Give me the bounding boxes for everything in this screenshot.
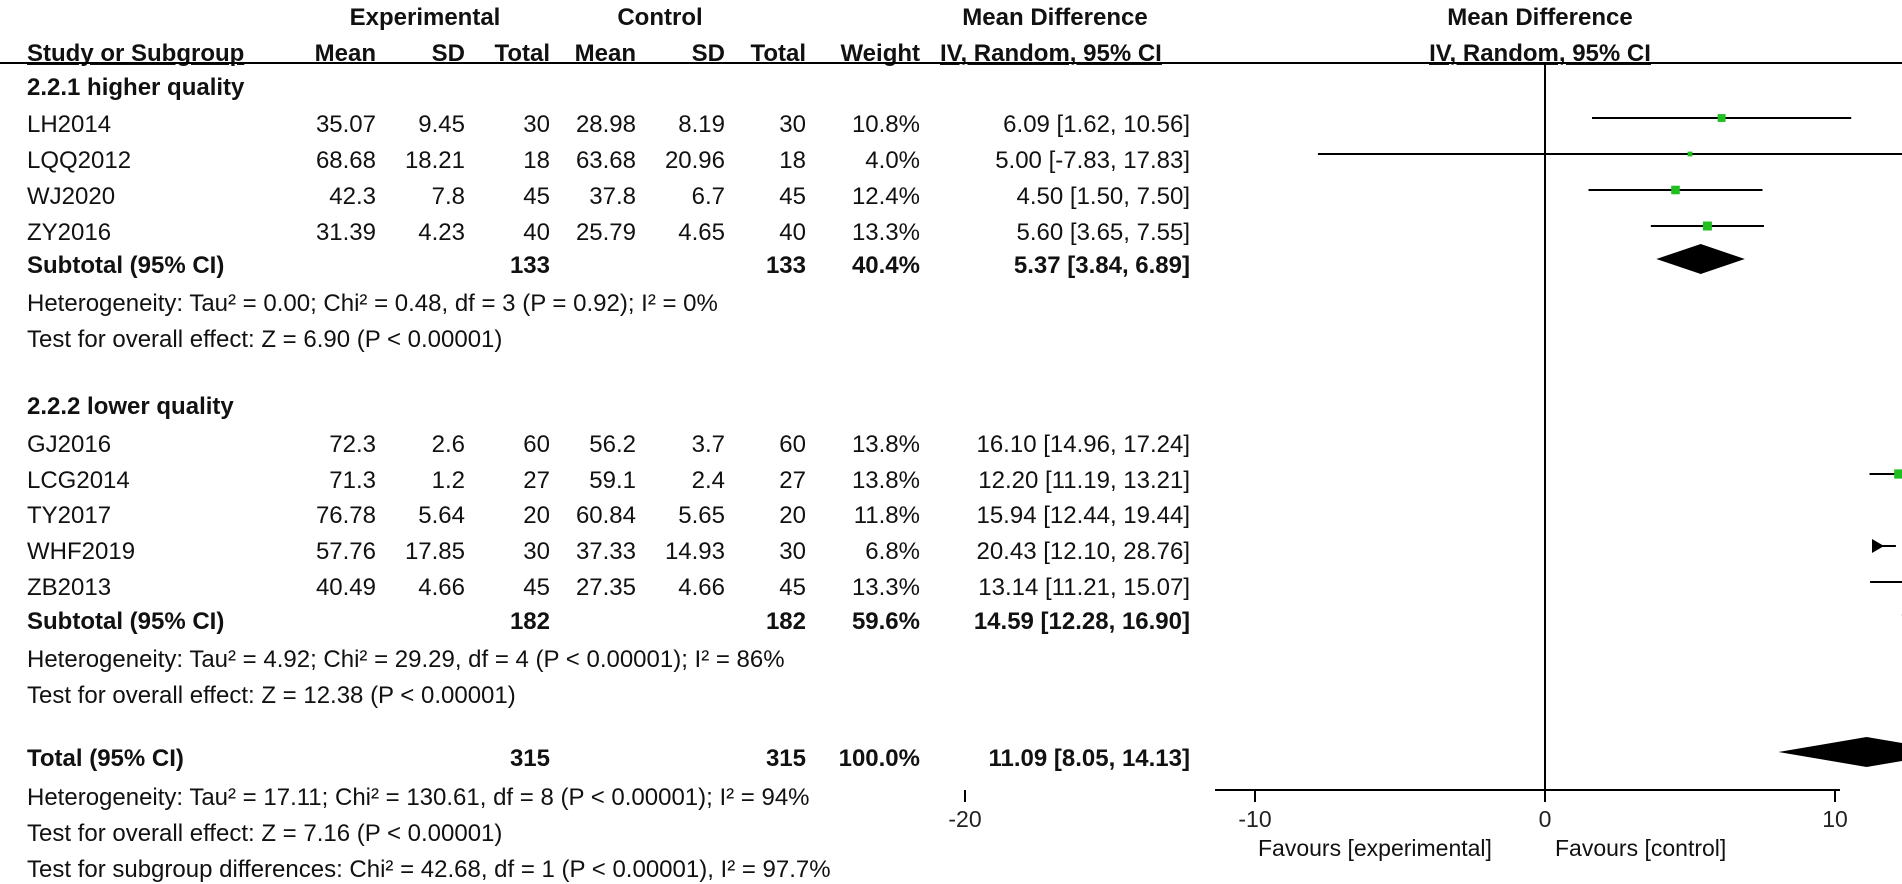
study-marker bbox=[1894, 469, 1902, 478]
study-e-mean: 57.76 bbox=[315, 538, 376, 565]
study-name: GJ2016 bbox=[27, 431, 112, 458]
study-name: WHF2019 bbox=[27, 538, 136, 565]
col-c-sd: SD bbox=[691, 40, 725, 67]
total-heterogeneity-text: Heterogeneity: Tau² = 17.11; Chi² = 130.61, df = 8 (P < 0.00001); I² = 94% bbox=[27, 784, 810, 811]
study-weight: 13.8% bbox=[851, 431, 920, 458]
study-c-mean: 63.68 bbox=[575, 147, 636, 174]
study-c-mean: 60.84 bbox=[575, 502, 636, 529]
study-c-total: 30 bbox=[779, 538, 806, 565]
study-e-mean: 42.3 bbox=[329, 183, 376, 210]
study-e-sd: 4.66 bbox=[418, 574, 465, 601]
col-study: Study or Subgroup bbox=[27, 40, 245, 67]
study-c-mean: 59.1 bbox=[589, 467, 636, 494]
study-c-sd: 8.19 bbox=[678, 111, 725, 138]
subtotal-c-total: 182 bbox=[765, 608, 806, 635]
study-c-sd: 14.93 bbox=[664, 538, 725, 565]
summary-diamond bbox=[1656, 244, 1744, 274]
favours-experimental-label: Favours [experimental] bbox=[1258, 835, 1492, 861]
study-e-sd: 18.21 bbox=[404, 147, 465, 174]
study-weight: 12.4% bbox=[851, 183, 920, 210]
total-weight: 100.0% bbox=[838, 745, 920, 772]
study-e-mean: 68.68 bbox=[315, 147, 376, 174]
study-weight: 11.8% bbox=[853, 502, 920, 529]
study-c-mean: 37.8 bbox=[589, 183, 636, 210]
subtotal-label: Subtotal (95% CI) bbox=[27, 252, 225, 279]
study-e-total: 45 bbox=[523, 574, 550, 601]
subgroup-differences-text: Test for subgroup differences: Chi² = 42.68, df = 1 (P < 0.00001), I² = 97.7% bbox=[27, 856, 831, 883]
study-c-mean: 56.2 bbox=[589, 431, 636, 458]
subgroup-title: 2.2.1 higher quality bbox=[27, 74, 245, 101]
col-e-total: Total bbox=[494, 40, 550, 67]
study-weight: 10.8% bbox=[851, 111, 920, 138]
heterogeneity-text: Heterogeneity: Tau² = 0.00; Chi² = 0.48, df = 3 (P = 0.92); I² = 0% bbox=[27, 290, 718, 317]
study-e-total: 30 bbox=[523, 111, 550, 138]
study-ci: 12.20 [11.19, 13.21] bbox=[978, 467, 1190, 494]
total-label: Total (95% CI) bbox=[27, 745, 184, 772]
subtotal-e-total: 182 bbox=[509, 608, 550, 635]
study-e-sd: 2.6 bbox=[431, 431, 465, 458]
subgroup-title: 2.2.2 lower quality bbox=[27, 393, 234, 420]
study-marker bbox=[1718, 114, 1726, 122]
study-ci: 4.50 [1.50, 7.50] bbox=[1016, 183, 1190, 210]
study-weight: 13.8% bbox=[851, 467, 920, 494]
col-c-total: Total bbox=[750, 40, 806, 67]
favours-control-label: Favours [control] bbox=[1555, 835, 1727, 861]
ci-arrow bbox=[1872, 539, 1884, 553]
study-c-total: 20 bbox=[779, 502, 806, 529]
col-e-sd: SD bbox=[431, 40, 465, 67]
study-e-mean: 40.49 bbox=[315, 574, 376, 601]
study-c-sd: 5.65 bbox=[678, 502, 725, 529]
heterogeneity-text: Heterogeneity: Tau² = 4.92; Chi² = 29.29, df = 4 (P < 0.00001); I² = 86% bbox=[27, 646, 785, 673]
subtotal-label: Subtotal (95% CI) bbox=[27, 608, 225, 635]
study-e-sd: 4.23 bbox=[418, 219, 465, 246]
overall-effect-text: Test for overall effect: Z = 12.38 (P < 0.00001) bbox=[27, 682, 516, 709]
study-c-total: 45 bbox=[779, 574, 806, 601]
study-c-total: 45 bbox=[779, 183, 806, 210]
total-ci: 11.09 [8.05, 14.13] bbox=[988, 745, 1190, 772]
study-e-mean: 72.3 bbox=[329, 431, 376, 458]
study-c-sd: 3.7 bbox=[691, 431, 725, 458]
x-tick-label: -10 bbox=[1238, 806, 1272, 832]
study-name: LCG2014 bbox=[27, 467, 130, 494]
subtotal-weight: 59.6% bbox=[851, 608, 920, 635]
total-c-total: 315 bbox=[765, 745, 806, 772]
study-e-mean: 35.07 bbox=[315, 111, 376, 138]
study-marker bbox=[1703, 222, 1712, 231]
study-ci: 5.00 [-7.83, 17.83] bbox=[995, 147, 1190, 174]
subtotal-e-total: 133 bbox=[509, 252, 550, 279]
study-e-total: 20 bbox=[523, 502, 550, 529]
col-ci: IV, Random, 95% CI bbox=[940, 40, 1162, 67]
study-name: TY2017 bbox=[27, 502, 112, 529]
col-c-mean: Mean bbox=[574, 40, 636, 67]
mean-difference-header: Mean Difference bbox=[962, 4, 1148, 31]
study-e-total: 27 bbox=[523, 467, 550, 494]
col-weight: Weight bbox=[840, 40, 920, 67]
study-ci: 20.43 [12.10, 28.76] bbox=[976, 538, 1190, 565]
study-marker bbox=[1671, 186, 1680, 195]
subtotal-ci: 14.59 [12.28, 16.90] bbox=[973, 608, 1190, 635]
study-c-mean: 27.35 bbox=[575, 574, 636, 601]
study-e-mean: 76.78 bbox=[315, 502, 376, 529]
subtotal-weight: 40.4% bbox=[851, 252, 920, 279]
study-weight: 13.3% bbox=[851, 574, 920, 601]
study-c-mean: 25.79 bbox=[575, 219, 636, 246]
study-e-sd: 9.45 bbox=[418, 111, 465, 138]
plot-title: Mean Difference bbox=[1447, 4, 1633, 31]
study-weight: 13.3% bbox=[851, 219, 920, 246]
study-name: ZY2016 bbox=[27, 219, 112, 246]
plot-subtitle: IV, Random, 95% CI bbox=[1429, 40, 1651, 67]
study-e-total: 45 bbox=[523, 183, 550, 210]
study-e-total: 30 bbox=[523, 538, 550, 565]
study-c-total: 18 bbox=[779, 147, 806, 174]
study-c-sd: 2.4 bbox=[691, 467, 725, 494]
control-group-header: Control bbox=[617, 4, 703, 31]
study-e-mean: 71.3 bbox=[329, 467, 376, 494]
study-c-sd: 4.66 bbox=[678, 574, 725, 601]
overall-effect-text: Test for overall effect: Z = 6.90 (P < 0.00001) bbox=[27, 326, 503, 353]
study-c-total: 40 bbox=[779, 219, 806, 246]
x-tick-label: 0 bbox=[1538, 806, 1552, 832]
study-ci: 13.14 [11.21, 15.07] bbox=[978, 574, 1190, 601]
subtotal-c-total: 133 bbox=[765, 252, 806, 279]
experimental-group-header: Experimental bbox=[349, 4, 501, 31]
study-e-sd: 5.64 bbox=[418, 502, 465, 529]
study-marker bbox=[1688, 152, 1693, 157]
study-name: LH2014 bbox=[27, 111, 112, 138]
study-ci: 5.60 [3.65, 7.55] bbox=[1016, 219, 1190, 246]
study-c-mean: 28.98 bbox=[575, 111, 636, 138]
study-name: WJ2020 bbox=[27, 183, 116, 210]
study-e-mean: 31.39 bbox=[315, 219, 376, 246]
study-c-total: 60 bbox=[779, 431, 806, 458]
study-e-sd: 1.2 bbox=[431, 467, 465, 494]
total-overall-effect-text: Test for overall effect: Z = 7.16 (P < 0.00001) bbox=[27, 820, 503, 847]
study-c-mean: 37.33 bbox=[575, 538, 636, 565]
study-name: ZB2013 bbox=[27, 574, 112, 601]
subtotal-ci: 5.37 [3.84, 6.89] bbox=[1013, 252, 1190, 279]
study-c-sd: 20.96 bbox=[664, 147, 725, 174]
study-e-total: 18 bbox=[523, 147, 550, 174]
study-weight: 6.8% bbox=[865, 538, 920, 565]
study-c-sd: 6.7 bbox=[691, 183, 725, 210]
study-ci: 16.10 [14.96, 17.24] bbox=[976, 431, 1190, 458]
study-name: LQQ2012 bbox=[27, 147, 132, 174]
col-e-mean: Mean bbox=[314, 40, 376, 67]
study-e-sd: 7.8 bbox=[431, 183, 465, 210]
study-c-total: 30 bbox=[779, 111, 806, 138]
study-e-sd: 17.85 bbox=[404, 538, 465, 565]
x-tick-label: -20 bbox=[948, 806, 982, 832]
study-ci: 15.94 [12.44, 19.44] bbox=[976, 502, 1190, 529]
x-tick-label: 10 bbox=[1822, 806, 1848, 832]
study-c-sd: 4.65 bbox=[678, 219, 725, 246]
summary-diamond bbox=[1778, 737, 1902, 767]
study-ci: 6.09 [1.62, 10.56] bbox=[1003, 111, 1190, 138]
study-c-total: 27 bbox=[779, 467, 806, 494]
study-e-total: 40 bbox=[523, 219, 550, 246]
total-e-total: 315 bbox=[509, 745, 550, 772]
study-weight: 4.0% bbox=[865, 147, 920, 174]
study-e-total: 60 bbox=[523, 431, 550, 458]
